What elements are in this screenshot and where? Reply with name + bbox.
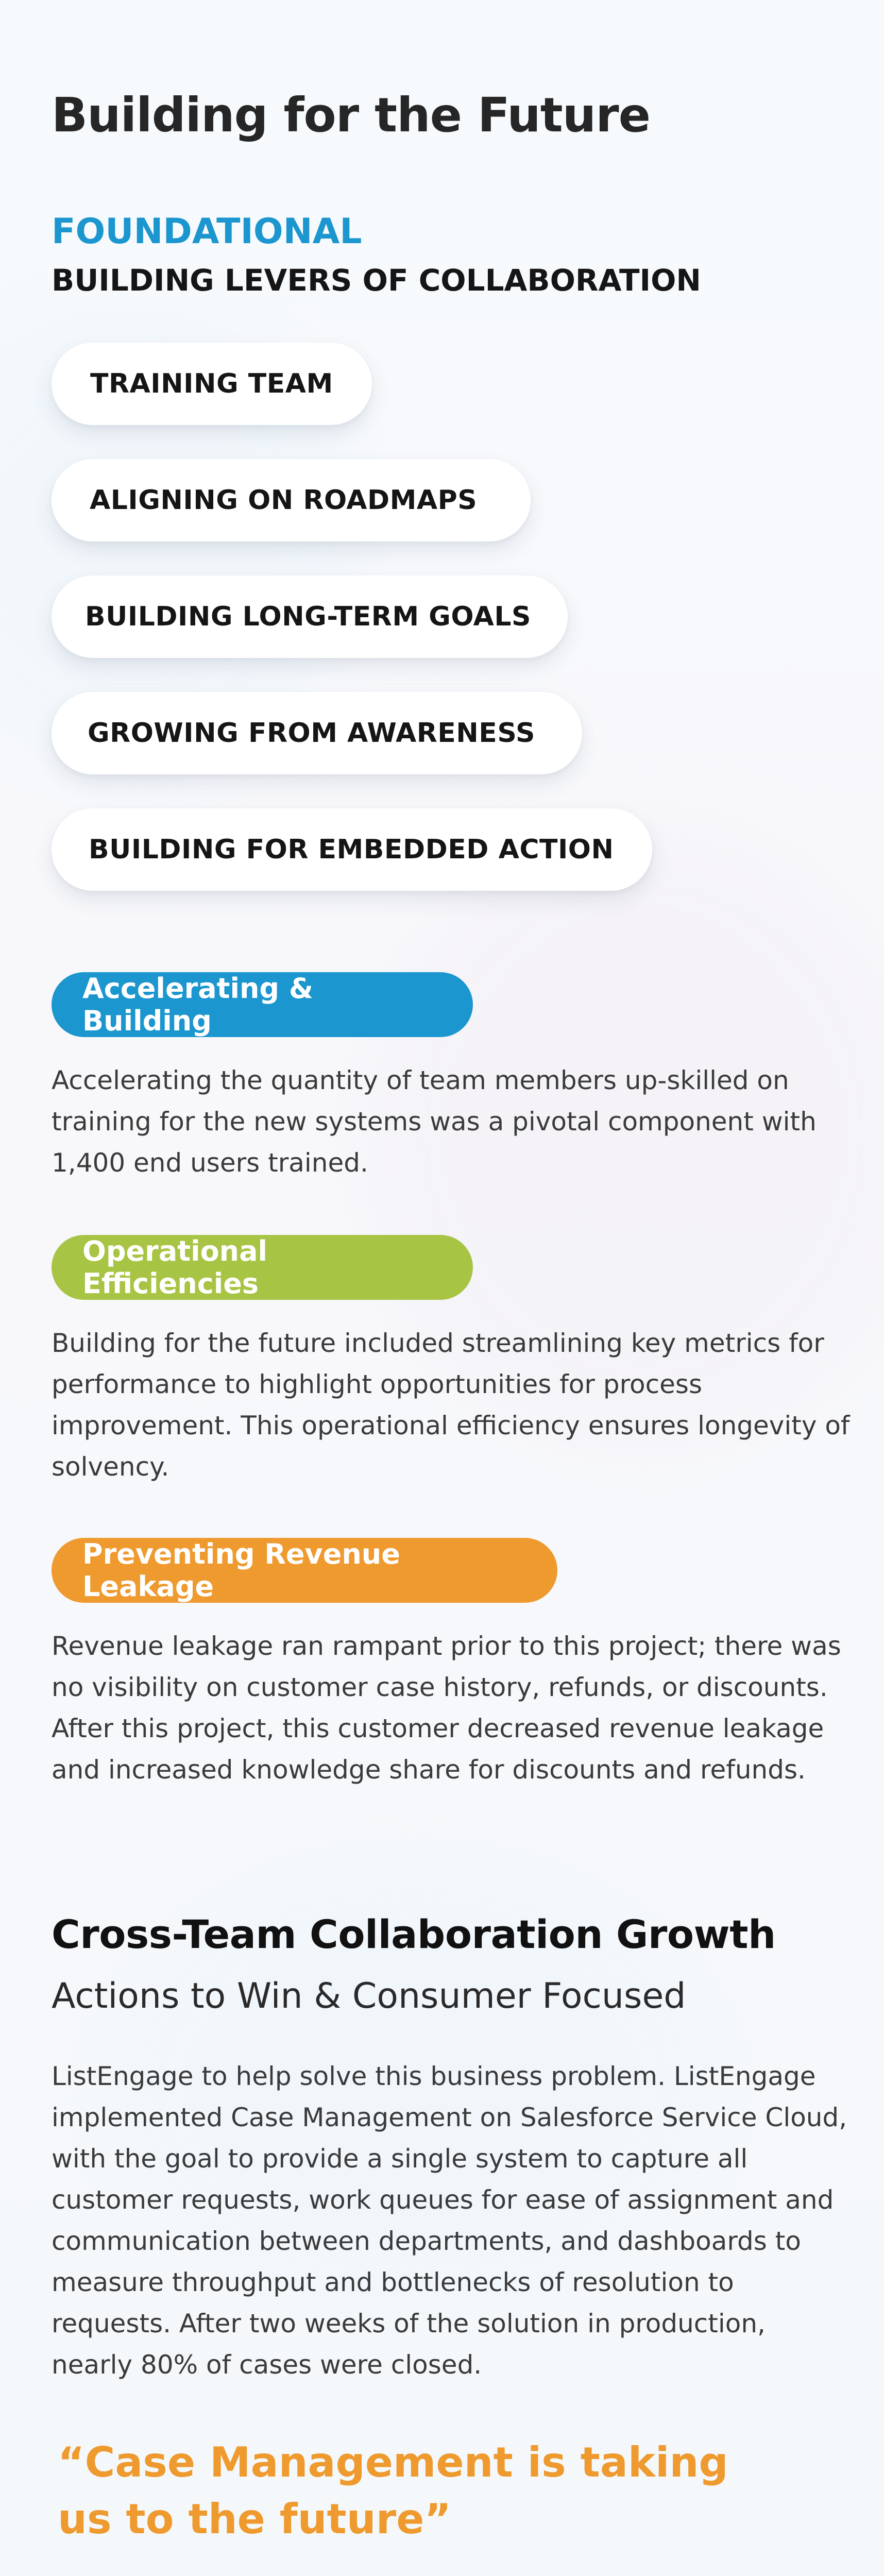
badge-operational-efficiencies: Operational Efficiencies — [52, 1235, 473, 1300]
growth-heading: Cross-Team Collaboration Growth — [52, 1911, 776, 1957]
operational-body: Building for the future included streamlining key metrics for performance to highlight opportunities for process improvement. This operational efficiency ensures longevity of solvency. — [52, 1328, 850, 1482]
foundational-kicker: FOUNDATIONAL — [52, 211, 362, 252]
levers-list — [52, 343, 652, 891]
lever-pill-long-term-goals: BUILDING LONG-TERM GOALS — [52, 575, 568, 658]
lever-pill-training-team: TRAINING TEAM — [52, 343, 372, 425]
revenue-leakage-body: Revenue leakage ran rampant prior to this project; there was no visibility on customer case history, refunds, or discounts. After this project, this customer decreased revenue leakage and increased knowledge share for discounts and refunds. — [52, 1631, 841, 1785]
lever-pill-aligning-roadmaps: ALIGNING ON ROADMAPS — [52, 459, 531, 541]
levers-subheading: BUILDING LEVERS OF COLLABORATION — [52, 263, 701, 298]
badge-preventing-revenue-leakage: Preventing Revenue Leakage — [52, 1538, 557, 1603]
page-title: Building for the Future — [52, 88, 650, 143]
growth-body: ListEngage to help solve this business problem. ListEngage implemented Case Management on Salesforce Service Cloud, with the goal to provide a single system to capture all customer requests, work queues for ease of assignment and communication between departments, and dashboards to measure throughput and bottlenecks of resolution to requests. After two weeks of the solution in production, nearly 80% of cases were closed. — [52, 2061, 847, 2380]
accelerating-body: Accelerating the quantity of team members up-skilled on training for the new systems was a pivotal component with 1,400 end users trained. — [52, 1065, 817, 1178]
lever-pill-growing-awareness: GROWING FROM AWARENESS — [52, 692, 582, 774]
pull-quote: “Case Management is taking us to the future” — [58, 2438, 728, 2543]
badge-accelerating-building: Accelerating & Building — [52, 972, 473, 1037]
lever-pill-embedded-action: BUILDING FOR EMBEDDED ACTION — [52, 808, 652, 891]
growth-subheading: Actions to Win & Consumer Focused — [52, 1976, 686, 2016]
